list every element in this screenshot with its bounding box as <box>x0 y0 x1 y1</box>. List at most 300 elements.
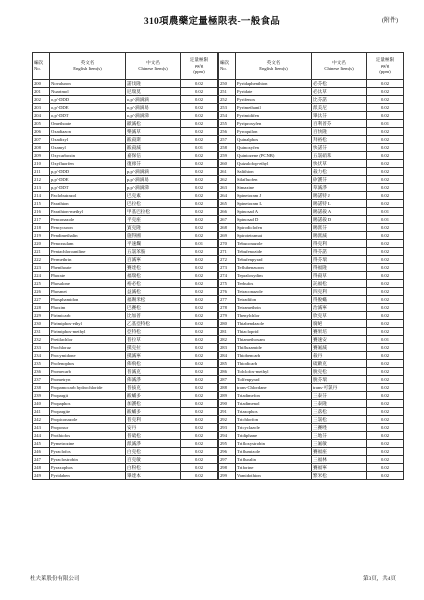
cell-limit: 0.02 <box>181 128 218 136</box>
cell-limit: 0.01 <box>367 120 404 128</box>
cell-english-name: Trichlorfon <box>236 416 312 424</box>
cell-english-name: Tetraconazole <box>236 288 312 296</box>
cell-chinese-name: 賜派滅 <box>312 232 367 240</box>
cell-limit: 0.02 <box>181 472 218 480</box>
table-row <box>219 456 404 464</box>
table-row <box>219 168 404 176</box>
cell-limit: 0.02 <box>181 344 218 352</box>
table-row <box>219 384 404 392</box>
table-row <box>219 216 404 224</box>
cell-limit: 0.02 <box>367 248 404 256</box>
cell-limit: 0.02 <box>367 376 404 384</box>
cell-chinese-name: 賽福寧 <box>312 464 367 472</box>
cell-english-name: p,p'-DDT <box>50 184 126 192</box>
table-row <box>33 264 218 272</box>
cell-english-name: Spinosad A <box>236 208 312 216</box>
cell-english-name: Thiodicarb <box>236 360 312 368</box>
cell-no: 252 <box>219 96 236 104</box>
table-row <box>33 176 218 184</box>
cell-no: 234 <box>33 352 50 360</box>
cell-english-name: Propargite <box>50 408 126 416</box>
table-row <box>33 288 218 296</box>
cell-no: 259 <box>219 152 236 160</box>
cell-no: 217 <box>33 216 50 224</box>
cell-english-name: Propamocarb hydrochloride <box>50 384 126 392</box>
cell-no: 227 <box>33 296 50 304</box>
cell-no: 282 <box>219 336 236 344</box>
table-row <box>219 200 404 208</box>
cell-no: 226 <box>33 288 50 296</box>
footer-company: 杜夫萊股份有限公司 <box>30 576 80 582</box>
table-row <box>33 104 218 112</box>
cell-no: 247 <box>33 456 50 464</box>
cell-chinese-name: 普硫松 <box>126 432 181 440</box>
cell-english-name: Tepraloxydim <box>236 272 312 280</box>
cell-chinese-name: 賓克隆 <box>126 224 181 232</box>
cell-limit: 0.01 <box>367 216 404 224</box>
cell-chinese-name: 三氯松 <box>312 416 367 424</box>
table-row <box>33 280 218 288</box>
cell-chinese-name: 亞特松 <box>126 328 181 336</box>
table-row <box>219 344 404 352</box>
cell-limit: 0.02 <box>367 168 404 176</box>
cell-chinese-name: 佈飛松 <box>126 360 181 368</box>
cell-chinese-name: 硫敵克 <box>312 360 367 368</box>
cell-no: 263 <box>219 184 236 192</box>
cell-no: 211 <box>33 168 50 176</box>
cell-limit: 0.02 <box>181 320 218 328</box>
cell-english-name: Pyrimidifen <box>236 112 312 120</box>
table-row <box>219 264 404 272</box>
cell-no: 206 <box>33 128 50 136</box>
table-row <box>33 432 218 440</box>
cell-no: 243 <box>33 424 50 432</box>
cell-limit: 0.02 <box>181 120 218 128</box>
cell-no: 205 <box>33 120 50 128</box>
cell-chinese-name: 三地芬 <box>312 432 367 440</box>
table-row <box>33 120 218 128</box>
table-row <box>33 400 218 408</box>
cell-no: 295 <box>219 440 236 448</box>
cell-english-name: Promecarb <box>50 368 126 376</box>
cell-chinese-name: 毆蟎多 <box>126 392 181 400</box>
cell-no: 286 <box>219 368 236 376</box>
cell-limit: 0.02 <box>181 296 218 304</box>
cell-no: 228 <box>33 304 50 312</box>
cell-english-name: Oxadixyl <box>50 136 126 144</box>
cell-english-name: Phosalone <box>50 280 126 288</box>
cell-chinese-name: 百克敏 <box>126 456 181 464</box>
table-row <box>33 88 218 96</box>
table-row <box>219 336 404 344</box>
cell-no: 253 <box>219 104 236 112</box>
cell-chinese-name: 賜諾殺 D <box>312 216 367 224</box>
cell-english-name: Trifluralin <box>236 456 312 464</box>
cell-chinese-name: o,p'-滴滴滴 <box>126 96 181 104</box>
cell-english-name: Propaphos <box>50 400 126 408</box>
cell-chinese-name: 賜諾特 J <box>312 192 367 200</box>
table-row <box>33 408 218 416</box>
cell-limit: 0.02 <box>367 144 404 152</box>
cell-limit: 0.02 <box>367 240 404 248</box>
cell-english-name: Pirimiphos-ethyl <box>50 320 126 328</box>
cell-english-name: Propoxur <box>50 424 126 432</box>
cell-english-name: Tricyclazole <box>236 424 312 432</box>
cell-english-name: Thifluzamide <box>236 344 312 352</box>
cell-english-name: Pyrifenox <box>236 96 312 104</box>
cell-english-name: Spirodiclofen <box>236 224 312 232</box>
cell-chinese-name: 普拔克 <box>126 384 181 392</box>
cell-chinese-name: 治滅寧 <box>312 304 367 312</box>
header-limit: 定量極限 μg/g (ppm) <box>181 53 218 80</box>
table-row <box>33 240 218 248</box>
cell-chinese-name: 普克利 <box>126 416 181 424</box>
table-row <box>219 192 404 200</box>
cell-no: 208 <box>33 144 50 152</box>
cell-english-name: Phorate <box>50 272 126 280</box>
cell-chinese-name: 撲滅寧 <box>126 352 181 360</box>
cell-limit: 0.02 <box>367 104 404 112</box>
cell-chinese-name: p,p'-滴滴滴 <box>126 168 181 176</box>
cell-limit: 0.02 <box>181 208 218 216</box>
cell-english-name: Paclobutrazol <box>50 192 126 200</box>
cell-chinese-name: 毆殺斯 <box>126 136 181 144</box>
cell-no: 266 <box>219 208 236 216</box>
cell-no: 225 <box>33 280 50 288</box>
cell-limit: 0.02 <box>367 128 404 136</box>
cell-no: 297 <box>219 456 236 464</box>
table-row <box>33 232 218 240</box>
cell-english-name: Oxycarboxin <box>50 152 126 160</box>
cell-no: 257 <box>219 136 236 144</box>
cell-chinese-name: 撲克拉 <box>126 344 181 352</box>
cell-english-name: Pyridaphenthion <box>236 80 312 88</box>
cell-limit: 0.02 <box>181 288 218 296</box>
cell-limit: 0.02 <box>367 200 404 208</box>
cell-chinese-name: 毆蟎多 <box>126 408 181 416</box>
cell-no: 249 <box>33 472 50 480</box>
cell-no: 296 <box>219 448 236 456</box>
cell-no: 231 <box>33 328 50 336</box>
cell-limit: 0.02 <box>181 384 218 392</box>
table-row <box>219 224 404 232</box>
table-row <box>33 328 218 336</box>
cell-english-name: Quintozene (PCNB) <box>236 152 312 160</box>
cell-chinese-name: 比芬諾 <box>312 96 367 104</box>
cell-chinese-name: 畢達本 <box>126 472 181 480</box>
cell-limit: 0.02 <box>367 456 404 464</box>
cell-english-name: Novaluron <box>50 80 126 88</box>
table-row <box>33 416 218 424</box>
cell-chinese-name: 白粉松 <box>126 464 181 472</box>
cell-chinese-name: 腐絕 <box>312 320 367 328</box>
cell-chinese-name: 得克利 <box>312 240 367 248</box>
cell-limit: 0.02 <box>181 280 218 288</box>
table-header-row <box>33 53 218 80</box>
pesticide-table-right <box>218 52 404 480</box>
cell-no: 202 <box>33 96 50 104</box>
cell-chinese-name: 諾伐隆 <box>126 80 181 88</box>
cell-limit: 0.02 <box>181 216 218 224</box>
table-row <box>219 464 404 472</box>
table-body-left <box>33 80 218 480</box>
cell-chinese-name: 三泰芬 <box>312 392 367 400</box>
table-row <box>219 104 404 112</box>
cell-chinese-name: 得芬諾 <box>312 248 367 256</box>
cell-limit: 0.02 <box>367 400 404 408</box>
cell-no: 256 <box>219 128 236 136</box>
cell-english-name: Spinetoram L <box>236 200 312 208</box>
cell-chinese-name: 賽氟滅 <box>312 344 367 352</box>
cell-no: 289 <box>219 392 236 400</box>
cell-limit: 0.02 <box>367 80 404 88</box>
cell-no: 287 <box>219 376 236 384</box>
table-row <box>219 128 404 136</box>
cell-limit: 0.02 <box>367 464 404 472</box>
table-row <box>219 312 404 320</box>
cell-no: 276 <box>219 288 236 296</box>
cell-limit: 0.02 <box>367 360 404 368</box>
cell-chinese-name: 比加普 <box>126 312 181 320</box>
cell-english-name: Salithion <box>236 168 312 176</box>
table-row <box>33 376 218 384</box>
cell-no: 229 <box>33 312 50 320</box>
cell-english-name: Thiamethoxam <box>236 336 312 344</box>
cell-limit: 0.02 <box>181 200 218 208</box>
header-english: 英文名 English Item(s) <box>236 53 312 80</box>
cell-limit: 0.02 <box>181 352 218 360</box>
cell-english-name: Pyridate <box>236 88 312 96</box>
cell-chinese-name: 派美尼 <box>312 104 367 112</box>
page-title: 310項農藥定量極限表-一般食品 <box>143 17 281 27</box>
table-row <box>33 144 218 152</box>
cell-limit: 0.02 <box>367 224 404 232</box>
cell-chinese-name: 白克松 <box>126 448 181 456</box>
cell-limit: 0.02 <box>181 248 218 256</box>
cell-chinese-name: 繁米松 <box>312 472 367 480</box>
cell-chinese-name: 欣克草 <box>312 312 367 320</box>
cell-chinese-name: 甲基巴拉松 <box>126 208 181 216</box>
table-row <box>219 288 404 296</box>
table-row <box>219 240 404 248</box>
cell-english-name: Parathion-methyl <box>50 208 126 216</box>
cell-no: 292 <box>219 416 236 424</box>
cell-english-name: Profenophos <box>50 360 126 368</box>
cell-english-name: Oxadiazon <box>50 128 126 136</box>
cell-english-name: Pyrimethanil <box>236 104 312 112</box>
table-row <box>219 272 404 280</box>
table-row <box>219 208 404 216</box>
cell-english-name: Tebufenozide <box>236 248 312 256</box>
table-row <box>33 448 218 456</box>
cell-english-name: Quizalofop-ethyl <box>236 160 312 168</box>
cell-chinese-name: 賽速安 <box>312 336 367 344</box>
cell-limit: 0.02 <box>367 152 404 160</box>
cell-english-name: o,p'-DDT <box>50 112 126 120</box>
cell-limit: 0.02 <box>181 152 218 160</box>
table-row <box>33 456 218 464</box>
cell-chinese-name: 脫芬瑞 <box>312 376 367 384</box>
table-row <box>219 392 404 400</box>
cell-no: 280 <box>219 320 236 328</box>
cell-no: 220 <box>33 240 50 248</box>
cell-english-name: Parathion <box>50 200 126 208</box>
cell-no: 237 <box>33 376 50 384</box>
cell-chinese-name: 賜諾殺 A <box>312 208 367 216</box>
cell-chinese-name: o,p'-滴滴涕 <box>126 112 181 120</box>
cell-limit: 0.02 <box>367 416 404 424</box>
table-row <box>33 224 218 232</box>
cell-chinese-name: 殺丹 <box>312 352 367 360</box>
cell-no: 285 <box>219 360 236 368</box>
table-row <box>219 416 404 424</box>
cell-no: 245 <box>33 440 50 448</box>
cell-limit: 0.02 <box>367 304 404 312</box>
table-row <box>33 272 218 280</box>
table-row <box>33 392 218 400</box>
table-row <box>219 440 404 448</box>
cell-limit: 0.02 <box>367 272 404 280</box>
cell-limit: 0.02 <box>367 368 404 376</box>
cell-chinese-name: 賽果培 <box>312 328 367 336</box>
table-row <box>33 440 218 448</box>
cell-english-name: Pyraxophos <box>50 464 126 472</box>
cell-chinese-name: 樂滅草 <box>126 128 181 136</box>
cell-no: 260 <box>219 160 236 168</box>
cell-english-name: Tolfenpyrad <box>236 376 312 384</box>
cell-english-name: Omethoate <box>50 120 126 128</box>
cell-no: 278 <box>219 304 236 312</box>
cell-chinese-name: 百快隆 <box>312 128 367 136</box>
cell-chinese-name: 三福林 <box>312 456 367 464</box>
cell-english-name: Thenylchlor <box>236 312 312 320</box>
cell-english-name: Quinalphos <box>236 136 312 144</box>
cell-limit: 0.02 <box>367 320 404 328</box>
table-row <box>219 368 404 376</box>
cell-no: 265 <box>219 200 236 208</box>
table-row <box>33 360 218 368</box>
cell-english-name: Propargit <box>50 392 126 400</box>
table-row <box>219 88 404 96</box>
table-row <box>219 448 404 456</box>
cell-no: 240 <box>33 400 50 408</box>
cell-no: 258 <box>219 144 236 152</box>
cell-english-name: Pretilachlor <box>50 336 126 344</box>
cell-no: 283 <box>219 344 236 352</box>
cell-chinese-name: 福賜米松 <box>126 296 181 304</box>
cell-english-name: Spinetoram J <box>236 192 312 200</box>
cell-no: 223 <box>33 264 50 272</box>
cell-limit: 0.02 <box>367 264 404 272</box>
cell-limit: 0.02 <box>367 112 404 120</box>
table-row <box>33 344 218 352</box>
cell-english-name: Terbufos <box>236 280 312 288</box>
cell-no: 273 <box>219 264 236 272</box>
cell-limit: 0.02 <box>181 112 218 120</box>
table-row <box>33 200 218 208</box>
cell-english-name: Nuarimol <box>50 88 126 96</box>
cell-limit: 0.02 <box>367 424 404 432</box>
cell-limit: 0.02 <box>181 264 218 272</box>
cell-english-name: Tolclofos-methyl <box>236 368 312 376</box>
cell-limit: 0.02 <box>181 304 218 312</box>
cell-chinese-name: 復祿芬 <box>126 160 181 168</box>
cell-no: 290 <box>219 400 236 408</box>
cell-limit: 0.02 <box>181 160 218 168</box>
cell-no: 221 <box>33 248 50 256</box>
cell-no: 255 <box>219 120 236 128</box>
cell-no: 214 <box>33 192 50 200</box>
cell-english-name: Tebuconazole <box>236 240 312 248</box>
cell-english-name: Pendimethalin <box>50 232 126 240</box>
table-row <box>219 304 404 312</box>
table-row <box>219 112 404 120</box>
cell-limit: 0.02 <box>181 408 218 416</box>
cell-no: 241 <box>33 408 50 416</box>
cell-no: 209 <box>33 152 50 160</box>
table-row <box>33 256 218 264</box>
cell-no: 267 <box>219 216 236 224</box>
table-row <box>219 248 404 256</box>
table-header-row <box>219 53 404 80</box>
header-no: 編次 No. <box>219 53 236 80</box>
cell-chinese-name: 快伏草 <box>312 160 367 168</box>
cell-no: 248 <box>33 464 50 472</box>
cell-limit: 0.02 <box>181 176 218 184</box>
cell-chinese-name: 必芬松 <box>312 80 367 88</box>
cell-no: 235 <box>33 360 50 368</box>
cell-english-name: Tetradifon <box>236 296 312 304</box>
cell-limit: 0.02 <box>181 312 218 320</box>
cell-limit: 0.02 <box>367 232 404 240</box>
cell-limit: 0.02 <box>181 80 218 88</box>
cell-chinese-name: 畢汰芬 <box>312 112 367 120</box>
table-row <box>33 472 218 480</box>
table-row <box>33 304 218 312</box>
table-row <box>33 368 218 376</box>
cell-chinese-name: 平速爛 <box>126 240 181 248</box>
cell-english-name: Thiacloprid <box>236 328 312 336</box>
cell-english-name: Pyraclostrobin <box>50 456 126 464</box>
cell-chinese-name: o,p'-滴滴易 <box>126 104 181 112</box>
table-row <box>219 256 404 264</box>
cell-english-name: Thiobencarb <box>236 352 312 360</box>
cell-limit: 0.02 <box>181 432 218 440</box>
cell-chinese-name: 四克利 <box>312 288 367 296</box>
cell-english-name: Phoxim <box>50 304 126 312</box>
cell-english-name: Pyridaben <box>50 472 126 480</box>
cell-no: 213 <box>33 184 50 192</box>
cell-chinese-name: 安丹 <box>126 424 181 432</box>
table-row <box>33 96 218 104</box>
cell-no: 288 <box>219 384 236 392</box>
cell-english-name: Oxamyl <box>50 144 126 152</box>
cell-chinese-name: trans-可氯丹 <box>312 384 367 392</box>
table-row <box>33 312 218 320</box>
cell-english-name: o,p'-DDE <box>50 104 126 112</box>
cell-chinese-name: p,p'-滴滴易 <box>126 176 181 184</box>
cell-english-name: Spinosad D <box>236 216 312 224</box>
table-row <box>219 120 404 128</box>
cell-limit: 0.02 <box>181 392 218 400</box>
cell-no: 224 <box>33 272 50 280</box>
cell-english-name: o,p'-DDD <box>50 96 126 104</box>
cell-no: 270 <box>219 240 236 248</box>
cell-chinese-name: 歐滅松 <box>126 120 181 128</box>
cell-no: 239 <box>33 392 50 400</box>
cell-limit: 0.02 <box>181 368 218 376</box>
cell-no: 272 <box>219 256 236 264</box>
